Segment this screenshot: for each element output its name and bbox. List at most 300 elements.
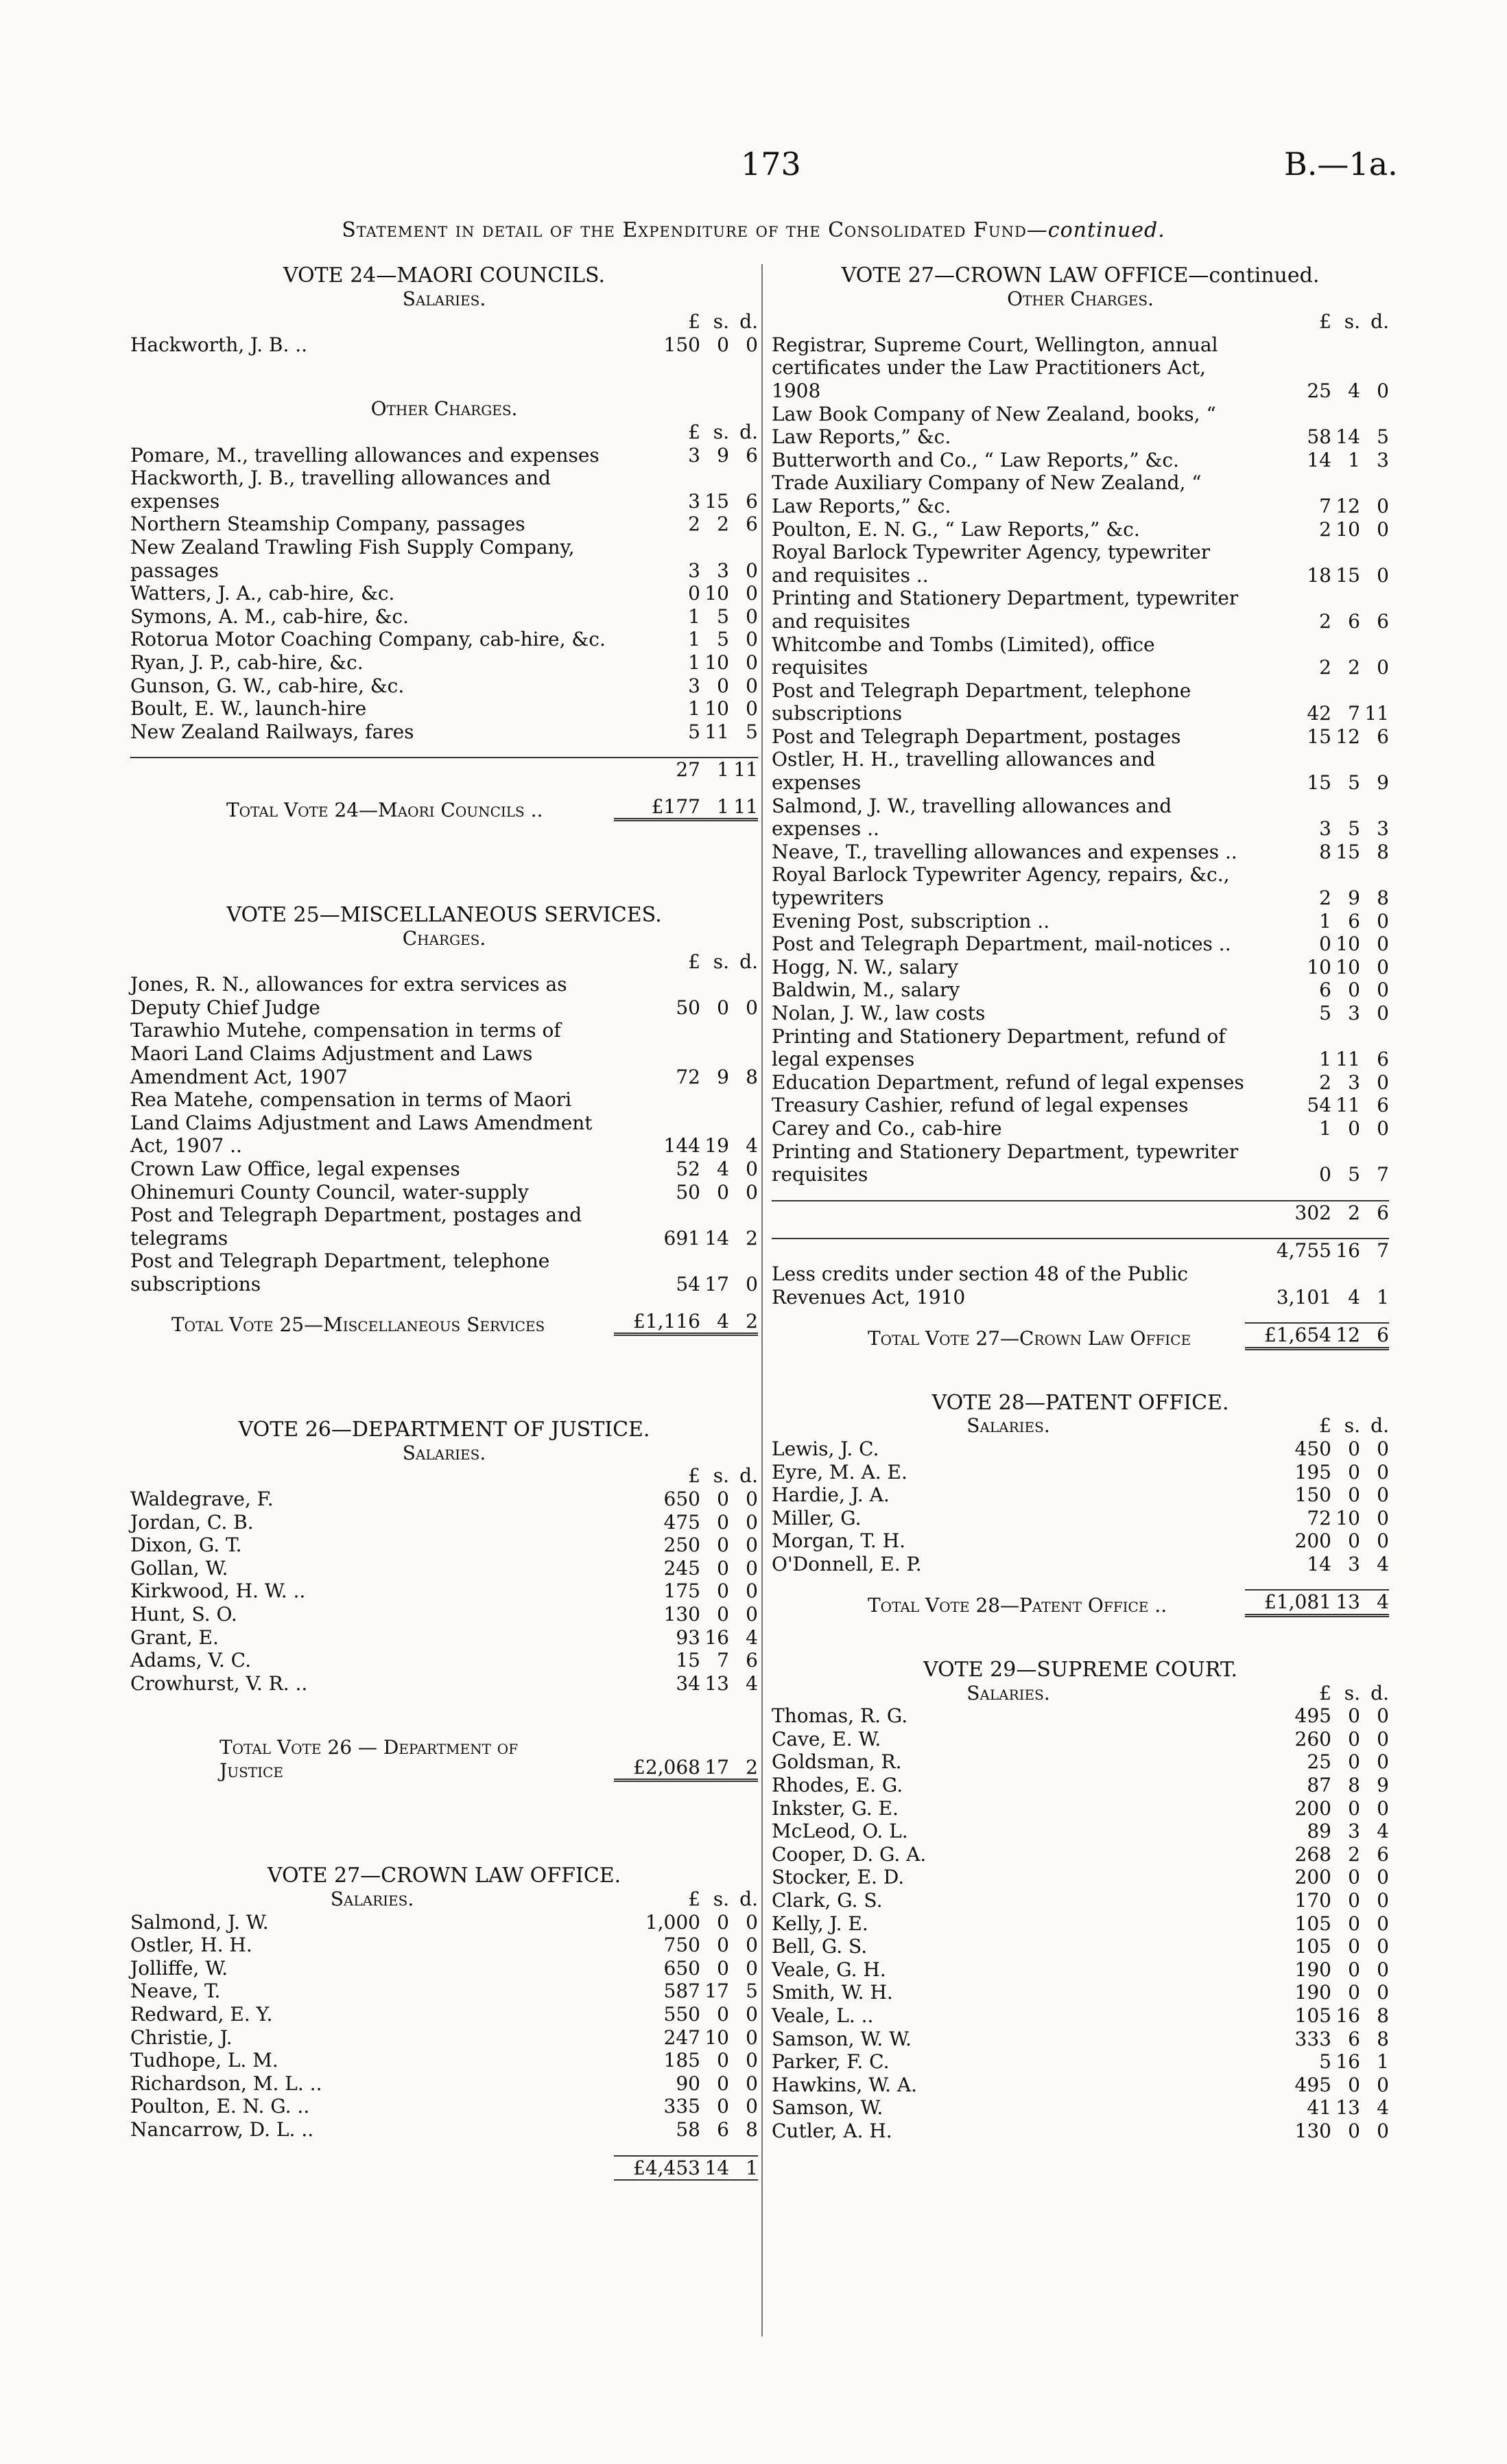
ledger-row-name: Law Book Company of New Zealand, books, “ Law Reports,” &c. (772, 402, 1216, 449)
amount-shillings: 4 (717, 1158, 729, 1180)
ledger-row-name: Veale, L. .. (772, 2004, 874, 2027)
vote-27-items (130, 1911, 758, 2142)
ledger-row-name: Richardson, M. L. .. (130, 2072, 322, 2095)
amount-pounds: 190 (1294, 1958, 1331, 1981)
ledger-row-name: Treasury Cashier, refund of legal expenses (772, 1094, 1189, 1117)
column-divider (761, 264, 763, 2336)
ledger-row (130, 467, 758, 513)
amount-pence: 6 (1377, 1048, 1389, 1071)
amount-pence: 0 (1377, 1002, 1389, 1024)
amount-pence: 0 (746, 559, 758, 582)
currency-header: £ s. d. (688, 420, 758, 443)
amount-pounds: 5 (688, 720, 700, 743)
amount-pence: 8 (1377, 887, 1389, 910)
ledger-row-name: Northern Steamship Company, passages (130, 513, 525, 536)
ledger-row-name: O'Donnell, E. P. (772, 1552, 922, 1575)
ledger-row (130, 1980, 758, 2003)
amount-pence: 4 (1377, 1552, 1389, 1575)
amount-shillings: 17 (704, 1980, 729, 2003)
amount-pounds: 10 (1307, 955, 1331, 978)
ledger-row (772, 1843, 1389, 1866)
amount-pounds: 1 (1319, 1048, 1331, 1071)
ledger-row (772, 725, 1389, 749)
ledger-row (130, 2072, 758, 2096)
ledger-row (772, 471, 1389, 517)
amount-pence: 0 (1377, 909, 1389, 932)
amount-shillings: 5 (1348, 817, 1360, 841)
ledger-row-name: Hunt, S. O. (130, 1602, 237, 1626)
amount-pounds: 587 (663, 1980, 700, 2003)
vote-24-subtotal: 27 1 11 (130, 757, 758, 782)
amount-pence: 0 (746, 1934, 758, 1957)
ledger-row-name: Nancarrow, D. L. .. (130, 2118, 314, 2141)
amount-shillings: 0 (1348, 978, 1360, 1002)
amount-shillings: 1 (1348, 448, 1360, 471)
amount-shillings: 11 (1336, 1048, 1360, 1071)
ledger-row (130, 1649, 758, 1672)
ledger-row-name: Jordan, C. B. (130, 1510, 254, 1534)
amount-pence: 0 (1377, 1506, 1389, 1529)
amount-shillings: 0 (717, 2072, 729, 2095)
amount-shillings: 15 (704, 489, 729, 513)
ledger-row-name: Post and Telegraph Department, telephone subscriptions (130, 1249, 550, 1295)
vote-27-credits: Less credits under section 48 of the Public Revenues Act, 1910 3,101 4 1 (772, 1262, 1389, 1309)
ledger-row (772, 633, 1389, 679)
amount-pounds: 90 (676, 2072, 700, 2095)
ledger-row-name: Printing and Stationery Department, refund of legal expenses (772, 1024, 1226, 1071)
ledger-row-name: Printing and Stationery Department, typewriter requisites (772, 1140, 1239, 1186)
ledger-row (130, 1957, 758, 1980)
ledger-row (772, 1553, 1389, 1576)
amount-pence: 0 (1377, 1750, 1389, 1774)
page-title (0, 218, 1507, 242)
amount-shillings: 0 (717, 1580, 729, 1603)
amount-pence: 0 (1377, 1958, 1389, 1981)
amount-pounds: 2 (1319, 517, 1331, 541)
ledger-row-name: Gunson, G. W., cab-hire, &c. (130, 674, 405, 697)
amount-pence: 8 (1377, 840, 1389, 863)
amount-shillings: 15 (1336, 563, 1360, 587)
amount-pence: 0 (746, 1580, 758, 1603)
amount-pence: 7 (1377, 1163, 1389, 1186)
amount-pounds: 1 (1319, 1116, 1331, 1140)
ledger-row-name: Watters, J. A., cab-hire, &c. (130, 582, 395, 605)
amount-pounds: 550 (663, 2003, 700, 2026)
amount-shillings: 19 (704, 1134, 729, 1158)
amount-pence: 6 (1377, 1094, 1389, 1117)
ledger-row (772, 1820, 1389, 1843)
ledger-row (130, 1603, 758, 1626)
ledger-row (772, 679, 1389, 725)
amount-pence: 5 (746, 1980, 758, 2003)
ledger-row (772, 1728, 1389, 1751)
amount-shillings: 0 (1348, 1912, 1360, 1935)
amount-pounds: 1 (688, 605, 700, 628)
amount-pounds: 0 (688, 582, 700, 605)
ledger-row-name: Crown Law Office, legal expenses (130, 1158, 460, 1180)
ledger-row (772, 1529, 1389, 1553)
vote-27-section (130, 1864, 758, 2181)
ledger-row-name: Hawkins, W. A. (772, 2073, 918, 2096)
amount-pence: 5 (746, 720, 758, 743)
amount-pounds: 8 (1319, 840, 1331, 863)
vote-24-salaries-label: Salaries. (402, 287, 486, 310)
amount-shillings: 4 (1348, 379, 1360, 402)
amount-pence: 0 (746, 628, 758, 651)
ledger-row (130, 2118, 758, 2142)
ledger-row (130, 1580, 758, 1603)
ledger-row (772, 518, 1389, 541)
ledger-row (772, 1750, 1389, 1774)
ledger-row-name: Dixon, G. T. (130, 1534, 242, 1557)
ledger-row (772, 978, 1389, 1002)
amount-pence: 0 (1377, 1070, 1389, 1094)
amount-shillings: 0 (1348, 1529, 1360, 1553)
vote-28-total: Total Vote 28—Patent Office .. £1,081 13 4 (868, 1591, 1389, 1617)
ledger-row-name: Education Department, refund of legal expenses (772, 1070, 1244, 1094)
ledger-row-name: Rotorua Motor Coaching Company, cab-hire, &c. (130, 628, 606, 651)
amount-pounds: 3 (688, 674, 700, 697)
currency-header: £ s. d. (1319, 310, 1389, 333)
amount-shillings: 6 (717, 2118, 729, 2141)
vote-27-total: Total Vote 27—Crown Law Office £1,654 12 6 (868, 1324, 1389, 1350)
vote-29-items (772, 1704, 1389, 2142)
ledger-row-name: Post and Telegraph Department, telephone subscriptions (772, 679, 1191, 725)
amount-pounds: 260 (1294, 1727, 1331, 1750)
amount-pounds: 25 (1307, 1750, 1331, 1774)
ledger-row (130, 605, 758, 629)
vote-29-section (772, 1658, 1389, 2142)
amount-pence: 0 (1377, 563, 1389, 587)
amount-shillings: 0 (717, 1180, 729, 1204)
ledger-row (130, 1088, 758, 1158)
ledger-row (772, 1889, 1389, 1912)
ledger-row (772, 587, 1389, 633)
amount-pounds: 18 (1307, 563, 1331, 587)
ledger-row-name: Ryan, J. P., cab-hire, &c. (130, 650, 364, 674)
amount-shillings: 11 (1336, 1094, 1360, 1117)
vote-29-label-row: Salaries. £ s. d. (772, 1682, 1389, 1705)
amount-pounds: 130 (663, 1602, 700, 1626)
amount-pence: 0 (1377, 978, 1389, 1002)
amount-shillings: 8 (1348, 1774, 1360, 1797)
amount-shillings: 9 (717, 1065, 729, 1088)
amount-pounds: 691 (663, 1226, 700, 1249)
amount-pence: 11 (1364, 702, 1389, 725)
amount-pence: 3 (1377, 817, 1389, 841)
amount-pence: 0 (746, 697, 758, 720)
amount-pence: 0 (1377, 656, 1389, 679)
amount-shillings: 0 (1348, 1460, 1360, 1483)
amount-pounds: 190 (1294, 1981, 1331, 2004)
amount-pence: 0 (1377, 1704, 1389, 1728)
amount-pounds: 495 (1294, 2073, 1331, 2096)
ledger-row-name: Royal Barlock Typewriter Agency, repairs, &c., typewriters (772, 863, 1230, 910)
ledger-row-name: Printing and Stationery Department, typewriter and requisites (772, 587, 1239, 633)
ledger-row (772, 1935, 1389, 1958)
ledger-row (772, 1438, 1389, 1461)
amount-pounds: 72 (676, 1065, 700, 1088)
ledger-row (772, 2004, 1389, 2028)
ledger-row-name: Poulton, E. N. G., “ Law Reports,” &c. (772, 517, 1140, 541)
amount-pounds: 2 (1319, 656, 1331, 679)
vote-27-subtotal: £4,453 14 1 (130, 2155, 758, 2181)
amount-pence: 6 (746, 1649, 758, 1672)
amount-shillings: 0 (717, 1510, 729, 1534)
amount-pence: 0 (746, 996, 758, 1019)
vote-25-total: Total Vote 25—Miscellaneous Services £1,116 4 2 (171, 1309, 758, 1336)
amount-shillings: 0 (717, 2095, 729, 2118)
amount-pounds: 3 (688, 559, 700, 582)
amount-pounds: 144 (663, 1134, 700, 1158)
amount-pence: 0 (1377, 2073, 1389, 2096)
amount-pounds: 495 (1294, 1704, 1331, 1728)
vote-28-section (772, 1392, 1389, 1617)
amount-pence: 0 (1377, 1866, 1389, 1889)
amount-shillings: 0 (717, 1934, 729, 1957)
amount-shillings: 7 (717, 1649, 729, 1672)
vote-24-other-label: Other Charges. (370, 397, 518, 421)
ledger-row-name: Inkster, G. E. (772, 1796, 899, 1820)
amount-shillings: 0 (717, 1487, 729, 1510)
ledger-row-name: Lewis, J. C. (772, 1437, 879, 1460)
ledger-row-name: Gollan, W. (130, 1556, 228, 1580)
amount-pounds: 54 (1307, 1094, 1331, 1117)
vote-26-heading: VOTE 26—DEPARTMENT OF JUSTICE. (238, 1418, 650, 1442)
amount-pence: 4 (1377, 2096, 1389, 2120)
amount-pounds: 2 (1319, 609, 1331, 633)
ledger-row (772, 333, 1389, 403)
amount-pence: 8 (1377, 2004, 1389, 2027)
ledger-row-name: Butterworth and Co., “ Law Reports,” &c. (772, 448, 1179, 471)
amount-pounds: 2 (688, 513, 700, 536)
document-reference: B.—1a. (1284, 145, 1398, 183)
amount-shillings: 3 (1348, 1002, 1360, 1024)
ledger-row (772, 1071, 1389, 1094)
amount-pounds: 54 (676, 1272, 700, 1295)
amount-pence: 3 (1377, 448, 1389, 471)
vote-24-other-charges (130, 444, 758, 744)
ledger-row (772, 403, 1389, 449)
amount-shillings: 16 (704, 1626, 729, 1649)
ledger-row-name: Samson, W. (772, 2096, 883, 2120)
amount-pounds: 175 (663, 1580, 700, 1603)
vote-29-salaries-label: Salaries. (966, 1681, 1050, 1704)
amount-shillings: 0 (717, 1602, 729, 1626)
ledger-row-name: Miller, G. (772, 1506, 862, 1529)
amount-shillings: 3 (1348, 1820, 1360, 1843)
ledger-row-name: Boult, E. W., launch-hire (130, 697, 367, 720)
ledger-row (772, 795, 1389, 841)
currency-header: £ s. d. (688, 310, 758, 333)
vote-25-heading: VOTE 25—MISCELLANEOUS SERVICES. (226, 903, 662, 928)
vote-24-salaries (130, 333, 758, 357)
ledger-row-name: Tudhope, L. M. (130, 2049, 278, 2072)
amount-pence: 0 (1377, 494, 1389, 517)
amount-pounds: 14 (1307, 448, 1331, 471)
amount-pence: 0 (1377, 1460, 1389, 1483)
amount-pence: 0 (746, 1910, 758, 1934)
amount-pence: 0 (746, 333, 758, 356)
amount-pounds: 6 (1319, 978, 1331, 1002)
ledger-row (772, 910, 1389, 933)
amount-pence: 0 (1377, 1981, 1389, 2004)
amount-pence: 8 (746, 1065, 758, 1088)
ledger-row-name: Poulton, E. N. G. .. (130, 2095, 310, 2118)
amount-shillings: 0 (1348, 1866, 1360, 1889)
ledger-row (130, 973, 758, 1019)
ledger-row (130, 513, 758, 536)
ledger-row-name: New Zealand Railways, fares (130, 720, 414, 743)
ledger-row (130, 674, 758, 698)
amount-shillings: 0 (1348, 1437, 1360, 1460)
amount-shillings: 3 (717, 559, 729, 582)
amount-shillings: 10 (704, 697, 729, 720)
amount-pounds: 3 (1319, 817, 1331, 841)
amount-pounds: 105 (1294, 1912, 1331, 1935)
ledger-row-name: Carey and Co., cab-hire (772, 1116, 1002, 1140)
amount-shillings: 12 (1336, 494, 1360, 517)
ledger-row (772, 1483, 1389, 1507)
amount-pounds: 41 (1307, 2096, 1331, 2120)
amount-pence: 0 (746, 650, 758, 674)
amount-pence: 0 (1377, 1727, 1389, 1750)
page-number: 173 (741, 145, 801, 183)
amount-pounds: 1 (688, 650, 700, 674)
amount-pounds: 93 (676, 1626, 700, 1649)
ledger-row-name: Baldwin, M., salary (772, 978, 960, 1002)
ledger-row (130, 720, 758, 744)
amount-shillings: 10 (704, 2026, 729, 2049)
ledger-row-name: Trade Auxiliary Company of New Zealand, “ Law Reports,” &c. (772, 471, 1202, 517)
right-column (772, 264, 1389, 2143)
amount-pence: 0 (1377, 1116, 1389, 1140)
ledger-row (130, 2026, 758, 2050)
amount-pence: 0 (746, 2072, 758, 2095)
amount-pounds: 0 (1319, 932, 1331, 956)
amount-pounds: 105 (1294, 2004, 1331, 2027)
amount-pounds: 200 (1294, 1529, 1331, 1553)
ledger-row-name: Hogg, N. W., salary (772, 955, 958, 978)
ledger-row (130, 536, 758, 582)
amount-shillings: 13 (704, 1671, 729, 1695)
amount-shillings: 2 (1348, 1842, 1360, 1866)
amount-pounds: 14 (1307, 1552, 1331, 1575)
amount-pence: 0 (1377, 2119, 1389, 2142)
amount-pounds: 247 (663, 2026, 700, 2049)
amount-pence: 0 (746, 2095, 758, 2118)
ledger-row-name: Cooper, D. G. A. (772, 1842, 927, 1866)
amount-shillings: 10 (704, 650, 729, 674)
amount-shillings: 5 (1348, 1163, 1360, 1186)
amount-shillings: 5 (717, 628, 729, 651)
ledger-row-name: Post and Telegraph Department, mail-notices .. (772, 932, 1231, 956)
vote-27-gross: 4,755 16 7 (772, 1238, 1389, 1263)
ledger-row-name: Ostler, H. H. (130, 1934, 252, 1957)
ledger-row-name: Rhodes, E. G. (772, 1774, 903, 1797)
ledger-row-name: Hackworth, J. B., travelling allowances and expenses (130, 467, 551, 513)
ledger-row-name: Cave, E. W. (772, 1727, 881, 1750)
ledger-row (772, 2028, 1389, 2051)
amount-pence: 9 (1377, 1774, 1389, 1797)
amount-pence: 0 (746, 605, 758, 628)
amount-pence: 0 (1377, 1483, 1389, 1507)
ledger-row (772, 1002, 1389, 1025)
vote-26-salaries-label: Salaries. (402, 1441, 486, 1464)
amount-pounds: 87 (1307, 1774, 1331, 1797)
ledger-row (130, 651, 758, 674)
ledger-row (130, 628, 758, 651)
ledger-row (772, 1461, 1389, 1484)
amount-pence: 6 (1377, 609, 1389, 633)
amount-pounds: 335 (663, 2095, 700, 2118)
ledger-row (772, 1117, 1389, 1140)
amount-pounds: 245 (663, 1556, 700, 1580)
amount-pounds: 15 (676, 1649, 700, 1672)
ledger-row (130, 1488, 758, 1511)
ledger-row-name: Redward, E. Y. (130, 2003, 273, 2026)
amount-pence: 0 (746, 1272, 758, 1295)
amount-pence: 0 (746, 2026, 758, 2049)
amount-shillings: 10 (704, 582, 729, 605)
amount-shillings: 5 (717, 605, 729, 628)
amount-shillings: 0 (1348, 1958, 1360, 1981)
amount-pence: 0 (746, 1180, 758, 1204)
amount-shillings: 0 (717, 996, 729, 1019)
amount-shillings: 13 (1336, 2096, 1360, 2120)
amount-pounds: 130 (1294, 2119, 1331, 2142)
ledger-row-name: Post and Telegraph Department, postages (772, 725, 1181, 748)
amount-shillings: 0 (717, 674, 729, 697)
amount-pence: 6 (746, 513, 758, 536)
amount-shillings: 2 (1348, 656, 1360, 679)
ledger-row (130, 2049, 758, 2072)
vote-27-continued-heading: VOTE 27—CROWN LAW OFFICE—continued. (841, 263, 1320, 288)
ledger-row-name: Bell, G. S. (772, 1935, 868, 1958)
amount-pence: 6 (746, 443, 758, 467)
amount-pence: 0 (1377, 379, 1389, 402)
amount-pence: 0 (746, 2049, 758, 2072)
amount-pounds: 15 (1307, 771, 1331, 795)
ledger-row (772, 541, 1389, 587)
amount-pounds: 750 (663, 1934, 700, 1957)
amount-shillings: 0 (1348, 1750, 1360, 1774)
amount-pounds: 475 (663, 1510, 700, 1534)
vote-26-total: Total Vote 26 — Department of Justice £2,068 17 2 (219, 1736, 758, 1782)
amount-shillings: 5 (1348, 771, 1360, 795)
ledger-row-name: Crowhurst, V. R. .. (130, 1671, 308, 1695)
ledger-row (772, 2096, 1389, 2120)
ledger-row-name: Tarawhio Mutehe, compensation in terms of Maori Land Claims Adjustment and Laws Amendment Act, 1907 (130, 1019, 561, 1088)
amount-shillings: 6 (1348, 909, 1360, 932)
ledger-row (772, 932, 1389, 956)
amount-pence: 4 (746, 1626, 758, 1649)
amount-pounds: 34 (676, 1671, 700, 1695)
amount-shillings: 0 (1348, 1889, 1360, 1912)
currency-header: £ s. d. (688, 1464, 758, 1488)
amount-pence: 0 (1377, 1796, 1389, 1820)
ledger-row (130, 1204, 758, 1249)
ledger-row-name: Post and Telegraph Department, postages and telegrams (130, 1204, 582, 1249)
amount-pence: 6 (1377, 725, 1389, 748)
amount-shillings: 0 (717, 1910, 729, 1934)
amount-pounds: 42 (1307, 702, 1331, 725)
amount-pounds: 50 (676, 1180, 700, 1204)
ledger-row-name: Clark, G. S. (772, 1889, 883, 1912)
ledger-row-name: McLeod, O. L. (772, 1820, 908, 1843)
ledger-row (772, 2050, 1389, 2074)
amount-shillings: 0 (1348, 1704, 1360, 1728)
